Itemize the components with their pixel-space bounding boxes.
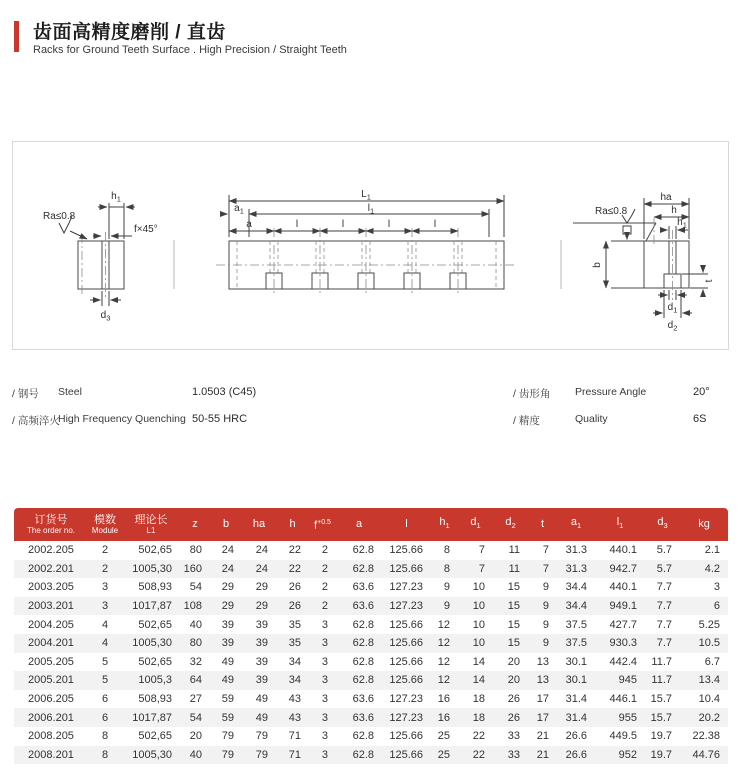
column-header-module: 模数 Module — [88, 508, 122, 541]
cell-h: 71 — [288, 748, 301, 761]
cell-L1: 1005,30 — [132, 562, 172, 575]
spec-label-en: Steel — [58, 386, 82, 398]
cell-L1: 508,93 — [138, 693, 172, 706]
column-header-b: b — [210, 508, 242, 541]
column-header-l: l — [382, 508, 431, 541]
cell-f: 3 — [321, 711, 328, 724]
cell-l: 125.66 — [389, 544, 423, 557]
cell-d3: 19.7 — [650, 748, 672, 761]
spec-row-quenching — [12, 413, 362, 427]
spec-label-cn: / 齿形角 — [513, 388, 551, 400]
cell-h1: 25 — [437, 748, 450, 761]
column-header-ha: ha — [242, 508, 276, 541]
cell-h1: 8 — [443, 562, 450, 575]
cell-l: 125.66 — [389, 674, 423, 687]
column-header-a1: $a_1$ — [557, 508, 595, 541]
cell-a1: 34.4 — [565, 600, 587, 613]
dim-label-h: h — [671, 205, 677, 216]
cell-z: 32 — [189, 655, 202, 668]
cell-L1: 502,65 — [138, 655, 172, 668]
cell-l: 125.66 — [389, 618, 423, 631]
cell-kg: 20.2 — [698, 711, 720, 724]
cell-b: 39 — [221, 618, 234, 631]
cell-t: 13 — [536, 655, 549, 668]
cell-h: 26 — [288, 581, 301, 594]
cell-l1: 440.1 — [609, 544, 637, 557]
cell-a1: 37.5 — [565, 637, 587, 650]
cell-h1: 12 — [437, 637, 450, 650]
cell-a1: 31.3 — [565, 544, 587, 557]
cell-module: 6 — [101, 711, 109, 724]
cell-t: 9 — [542, 600, 549, 613]
cell-h1: 16 — [437, 711, 450, 724]
cell-d1: 10 — [472, 637, 485, 650]
cell-order: 2002.201 — [28, 562, 74, 575]
cell-module: 3 — [101, 581, 109, 594]
cell-b: 29 — [221, 600, 234, 613]
drawing-tooth-section — [573, 192, 715, 333]
table-row — [14, 690, 728, 709]
spec-value: 50-55 HRC — [192, 413, 248, 425]
table-row — [14, 671, 728, 690]
cell-ha: 24 — [255, 544, 268, 557]
cell-h1: 12 — [437, 674, 450, 687]
cell-l1: 440.1 — [609, 581, 637, 594]
cell-b: 59 — [221, 693, 234, 706]
column-header-l1: $l_1$ — [595, 508, 645, 541]
cell-f: 3 — [321, 618, 328, 631]
cell-a: 62.8 — [352, 544, 374, 557]
cell-l1: 952 — [618, 748, 637, 761]
cell-z: 80 — [189, 544, 202, 557]
cell-f: 2 — [321, 544, 328, 557]
cell-order: 2006.205 — [28, 693, 74, 706]
table-row — [14, 597, 728, 616]
cell-d2: 26 — [507, 711, 520, 724]
technical-drawing-panel — [12, 141, 729, 350]
cell-d3: 7.7 — [656, 637, 672, 650]
cell-f: 2 — [321, 581, 328, 594]
spec-label-cn: / 高频淬火 — [12, 415, 60, 427]
accent-bar — [14, 21, 19, 52]
cell-ha: 79 — [255, 748, 268, 761]
cell-l1: 955 — [618, 711, 637, 724]
technical-drawing — [13, 142, 728, 349]
drawing-end-section — [43, 191, 158, 323]
cell-z: 27 — [189, 693, 202, 706]
dim-label-h1-right: $h_1$ — [677, 217, 687, 230]
cell-L1: 1005,30 — [132, 748, 172, 761]
cell-order: 2002.205 — [28, 544, 74, 557]
cell-kg: 6.7 — [704, 655, 720, 668]
cell-d1: 10 — [472, 600, 485, 613]
cell-a: 62.8 — [352, 618, 374, 631]
cell-L1: 1017,87 — [132, 711, 172, 724]
cell-f: 3 — [321, 637, 328, 650]
cell-a1: 30.1 — [565, 674, 587, 687]
cell-L1: 502,65 — [138, 618, 172, 631]
cell-d1: 18 — [472, 693, 485, 706]
table-row — [14, 578, 728, 597]
surface-finish-label-left: Ra≤0.8 — [43, 211, 76, 222]
cell-h1: 12 — [437, 655, 450, 668]
cell-l1: 949.1 — [609, 600, 637, 613]
cell-t: 17 — [536, 711, 549, 724]
cell-z: 40 — [189, 748, 202, 761]
cell-l: 125.66 — [389, 655, 423, 668]
cell-l: 127.23 — [389, 581, 423, 594]
cell-a: 62.8 — [352, 655, 374, 668]
cell-ha: 49 — [255, 693, 268, 706]
cell-order: 2003.205 — [28, 581, 74, 594]
cell-d2: 20 — [507, 674, 520, 687]
cell-h1: 9 — [443, 600, 450, 613]
cell-kg: 4.2 — [704, 562, 720, 575]
cell-b: 39 — [221, 637, 234, 650]
cell-d3: 7.7 — [656, 618, 672, 631]
cell-L1: 508,93 — [138, 581, 172, 594]
cell-order: 2008.201 — [28, 748, 74, 761]
cell-t: 9 — [542, 581, 549, 594]
cell-d3: 11.7 — [651, 674, 672, 687]
table-row — [14, 634, 728, 653]
cell-module: 2 — [101, 544, 109, 557]
cell-l: 125.66 — [389, 730, 423, 743]
column-header-f: $f^{+0.5}$ — [309, 508, 336, 541]
cell-h1: 12 — [437, 618, 450, 631]
spec-value: 6S — [693, 413, 707, 425]
cell-d2: 11 — [508, 562, 520, 575]
cell-l1: 942.7 — [609, 562, 637, 575]
cell-d3: 15.7 — [650, 711, 672, 724]
cell-module: 2 — [101, 562, 109, 575]
rack-table — [14, 508, 728, 764]
dim-label-l-4: l — [433, 219, 437, 230]
cell-f: 2 — [321, 562, 328, 575]
cell-kg: 22.38 — [692, 730, 720, 743]
cell-d1: 10 — [472, 581, 485, 594]
cell-d3: 19.7 — [650, 730, 672, 743]
cell-b: 29 — [221, 581, 234, 594]
cell-ha: 39 — [255, 655, 268, 668]
column-header-L1: 理论长 L1 — [122, 508, 180, 541]
cell-f: 3 — [321, 674, 328, 687]
drawing-side-view — [216, 189, 516, 294]
column-header-d2: $d_2$ — [493, 508, 528, 541]
cell-t: 21 — [536, 748, 549, 761]
dim-label-a1: $a_1$ — [234, 203, 244, 216]
cell-a: 63.6 — [352, 693, 374, 706]
cell-a1: 31.3 — [565, 562, 587, 575]
cell-d2: 20 — [507, 655, 520, 668]
cell-h: 22 — [288, 544, 301, 557]
cell-module: 4 — [101, 637, 109, 650]
table-row — [14, 560, 728, 579]
cell-l: 127.23 — [389, 693, 423, 706]
cell-a: 63.6 — [352, 581, 374, 594]
cell-l1: 442.4 — [609, 655, 637, 668]
cell-l1: 427.7 — [609, 618, 637, 631]
cell-h: 71 — [288, 730, 301, 743]
cell-a1: 34.4 — [565, 581, 587, 594]
cell-a1: 31.4 — [565, 711, 587, 724]
cell-module: 8 — [101, 730, 109, 743]
cell-l: 125.66 — [389, 562, 423, 575]
cell-kg: 44.76 — [692, 748, 720, 761]
cell-z: 108 — [183, 600, 202, 613]
cell-z: 54 — [189, 711, 202, 724]
cell-h: 22 — [288, 562, 301, 575]
chamfer-label: f×45° — [134, 224, 158, 235]
dim-label-d3: $d_3$ — [100, 310, 111, 323]
rack-table-body — [14, 541, 728, 764]
cell-l1: 446.1 — [609, 693, 637, 706]
column-header-t: t — [528, 508, 557, 541]
spec-value: 1.0503 (C45) — [192, 386, 257, 398]
table-header-row — [14, 508, 728, 541]
cell-kg: 5.25 — [698, 618, 720, 631]
cell-module: 5 — [101, 655, 109, 668]
cell-z: 20 — [189, 730, 202, 743]
cell-ha: 39 — [255, 674, 268, 687]
cell-z: 40 — [189, 618, 202, 631]
column-header-h: h — [276, 508, 309, 541]
cell-d2: 33 — [507, 748, 520, 761]
cell-kg: 6 — [713, 600, 720, 613]
cell-kg: 3 — [713, 581, 720, 594]
column-header-d1: $d_1$ — [458, 508, 493, 541]
spec-label-en: Quality — [575, 413, 608, 425]
table-row — [14, 708, 728, 727]
cell-h: 34 — [288, 655, 301, 668]
spec-label-cn: / 精度 — [513, 415, 540, 427]
cell-t: 21 — [536, 730, 549, 743]
cell-d2: 15 — [507, 637, 520, 650]
cell-ha: 29 — [255, 581, 268, 594]
cell-d2: 11 — [508, 544, 520, 557]
surface-finish-label-right: Ra≤0.8 — [595, 206, 628, 217]
dim-label-l-3: l — [387, 219, 391, 230]
cell-h: 26 — [288, 600, 301, 613]
cell-d1: 14 — [472, 674, 485, 687]
cell-l: 127.23 — [389, 600, 423, 613]
cell-d2: 15 — [507, 600, 520, 613]
cell-b: 79 — [221, 748, 234, 761]
cell-t: 17 — [536, 693, 549, 706]
cell-order: 2004.201 — [28, 637, 74, 650]
cell-z: 80 — [189, 637, 202, 650]
dim-label-t: t — [704, 279, 715, 283]
cell-d1: 18 — [472, 711, 485, 724]
cell-l1: 945 — [618, 674, 637, 687]
page-title: 齿面高精度磨削 / 直齿 — [33, 22, 226, 43]
cell-a1: 26.6 — [565, 748, 587, 761]
table-row — [14, 746, 728, 765]
cell-module: 6 — [101, 693, 109, 706]
cell-t: 9 — [542, 637, 549, 650]
cell-f: 3 — [321, 655, 328, 668]
cell-a: 62.8 — [352, 730, 374, 743]
cell-a1: 31.4 — [565, 693, 587, 706]
column-header-d3: $d_3$ — [645, 508, 680, 541]
dim-label-d1: $d_1$ — [667, 302, 678, 315]
cell-a: 62.8 — [352, 748, 374, 761]
cell-z: 54 — [189, 581, 202, 594]
cell-f: 3 — [321, 693, 328, 706]
column-header-h1: $h_1$ — [431, 508, 458, 541]
cell-a1: 26.6 — [565, 730, 587, 743]
cell-L1: 1005,30 — [132, 637, 172, 650]
cell-d1: 22 — [472, 748, 485, 761]
cell-h: 34 — [288, 674, 301, 687]
cell-d2: 33 — [507, 730, 520, 743]
cell-f: 2 — [321, 600, 328, 613]
cell-L1: 1017,87 — [132, 600, 172, 613]
dim-label-L1: $L_1$ — [361, 189, 371, 202]
cell-b: 79 — [221, 730, 234, 743]
cell-a1: 30.1 — [565, 655, 587, 668]
cell-l: 127.23 — [389, 711, 423, 724]
cell-order: 2005.201 — [28, 674, 74, 687]
dim-label-a: a — [246, 219, 252, 230]
dim-label-l-2: l — [341, 219, 345, 230]
cell-order: 2003.201 — [28, 600, 74, 613]
cell-ha: 29 — [255, 600, 268, 613]
spec-value: 20° — [693, 386, 710, 398]
cell-f: 3 — [321, 730, 328, 743]
cell-t: 7 — [542, 544, 549, 557]
cell-d3: 7.7 — [656, 581, 672, 594]
cell-kg: 10.5 — [698, 637, 720, 650]
table-row — [14, 615, 728, 634]
cell-b: 59 — [221, 711, 234, 724]
cell-a: 63.6 — [352, 600, 374, 613]
cell-b: 24 — [221, 544, 234, 557]
cell-kg: 2.1 — [704, 544, 720, 557]
cell-module: 4 — [101, 618, 109, 631]
dim-label-h1-left: $h_1$ — [111, 191, 121, 204]
cell-a: 62.8 — [352, 674, 374, 687]
cell-order: 2004.205 — [28, 618, 74, 631]
column-header-kg: kg — [680, 508, 728, 541]
cell-L1: 1005,3 — [138, 674, 172, 687]
cell-L1: 502,65 — [138, 730, 172, 743]
cell-z: 160 — [183, 562, 202, 575]
cell-b: 49 — [221, 674, 234, 687]
cell-d3: 5.7 — [656, 544, 672, 557]
dim-label-l1: $l_1$ — [367, 203, 375, 216]
cell-module: 3 — [101, 600, 109, 613]
cell-h1: 16 — [437, 693, 450, 706]
cell-t: 13 — [536, 674, 549, 687]
cell-d3: 15.7 — [650, 693, 672, 706]
cell-L1: 502,65 — [138, 544, 172, 557]
cell-d3: 11.7 — [651, 655, 672, 668]
cell-l1: 449.5 — [609, 730, 637, 743]
cell-ha: 79 — [255, 730, 268, 743]
spec-label-cn: / 钢号 — [12, 388, 39, 400]
cell-h: 43 — [288, 693, 301, 706]
cell-t: 9 — [542, 618, 549, 631]
cell-h1: 25 — [437, 730, 450, 743]
cell-l: 125.66 — [389, 637, 423, 650]
table-row — [14, 727, 728, 746]
cell-order: 2005.205 — [28, 655, 74, 668]
cell-module: 8 — [101, 748, 109, 761]
cell-d1: 7 — [478, 544, 485, 557]
cell-d1: 14 — [472, 655, 485, 668]
cell-h: 35 — [288, 637, 301, 650]
spec-label-en: High Frequency Quenching — [58, 413, 186, 425]
cell-d2: 26 — [507, 693, 520, 706]
table-row — [14, 653, 728, 672]
cell-b: 49 — [221, 655, 234, 668]
cell-l1: 930.3 — [609, 637, 637, 650]
cell-a1: 37.5 — [565, 618, 587, 631]
page-subtitle: Racks for Ground Teeth Surface . High Precision / Straight Teeth — [33, 44, 347, 56]
column-header-order: 订货号 The order no. — [14, 508, 88, 541]
dim-label-b: b — [592, 262, 603, 268]
column-header-a: a — [336, 508, 382, 541]
dim-label-l-1: l — [295, 219, 299, 230]
cell-ha: 24 — [255, 562, 268, 575]
cell-h: 43 — [288, 711, 301, 724]
cell-ha: 39 — [255, 637, 268, 650]
cell-module: 5 — [101, 674, 109, 687]
cell-a: 63.6 — [352, 711, 374, 724]
rack-table-head — [14, 508, 728, 541]
cell-b: 24 — [221, 562, 234, 575]
table-row — [14, 541, 728, 560]
cell-kg: 13.4 — [698, 674, 720, 687]
cell-d1: 22 — [472, 730, 485, 743]
cell-f: 3 — [321, 748, 328, 761]
cell-t: 7 — [542, 562, 549, 575]
cell-d3: 5.7 — [656, 562, 672, 575]
spec-label-en: Pressure Angle — [575, 386, 647, 398]
dim-label-ha: ha — [660, 192, 672, 203]
dim-label-d2: $d_2$ — [667, 320, 678, 333]
spec-row-quality — [513, 413, 733, 427]
cell-order: 2006.201 — [28, 711, 74, 724]
spec-row-steel — [12, 386, 362, 400]
cell-a: 62.8 — [352, 637, 374, 650]
cell-d3: 7.7 — [656, 600, 672, 613]
cell-a: 62.8 — [352, 562, 374, 575]
cell-z: 64 — [189, 674, 202, 687]
column-header-z: z — [180, 508, 210, 541]
cell-kg: 10.4 — [698, 693, 720, 706]
mounting-holes — [266, 228, 466, 294]
cell-d1: 7 — [478, 562, 485, 575]
cell-l: 125.66 — [389, 748, 423, 761]
spec-row-pressure-angle — [513, 386, 733, 400]
cell-ha: 39 — [255, 618, 268, 631]
cell-order: 2008.205 — [28, 730, 74, 743]
cell-h: 35 — [288, 618, 301, 631]
cell-h1: 9 — [443, 581, 450, 594]
cell-h1: 8 — [443, 544, 450, 557]
cell-ha: 49 — [255, 711, 268, 724]
cell-d2: 15 — [507, 581, 520, 594]
cell-d2: 15 — [507, 618, 520, 631]
cell-d1: 10 — [472, 618, 485, 631]
